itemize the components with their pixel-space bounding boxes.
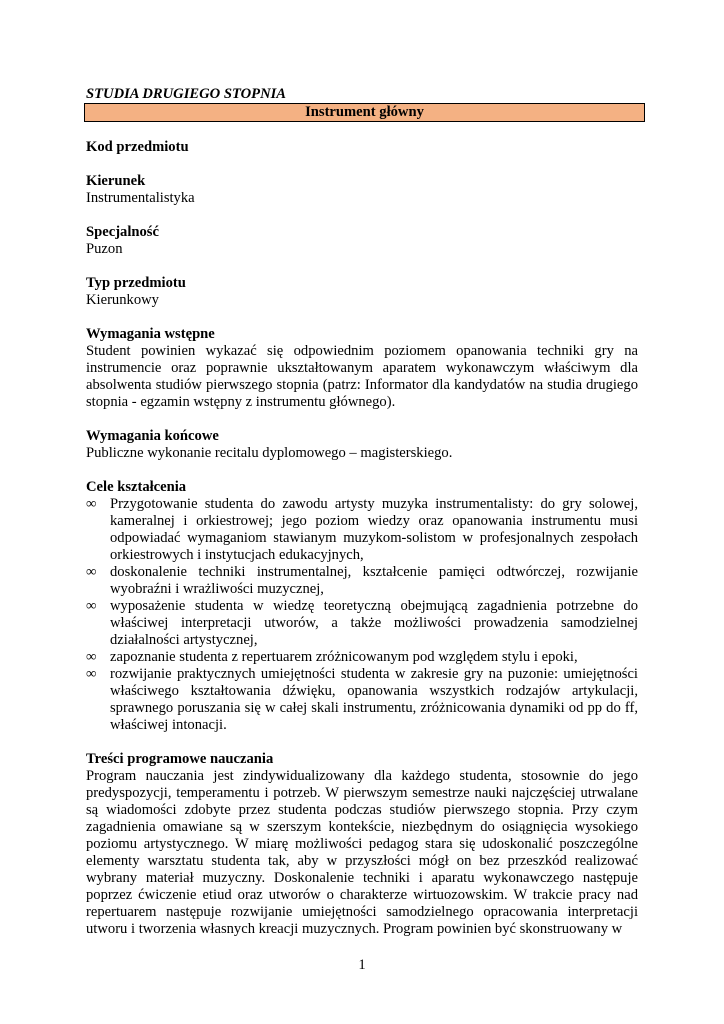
specialty-title: Specjalność [86, 224, 159, 240]
infinity-bullet-icon: ∞ [86, 564, 97, 580]
program-title: Treści programowe nauczania [86, 751, 274, 767]
section-goals [86, 479, 638, 734]
goals-list [86, 496, 638, 734]
infinity-bullet-icon: ∞ [86, 598, 97, 614]
list-item [86, 496, 638, 564]
list-item [86, 666, 638, 734]
section-subject-type [86, 275, 638, 309]
specialty-value: Puzon [86, 241, 123, 257]
list-item [86, 649, 638, 666]
prerequisites-title: Wymagania wstępne [86, 326, 215, 342]
final-requirements-text: Publiczne wykonanie recitalu dyplomowego – magisterskiego. [86, 445, 453, 461]
document-content [86, 86, 638, 938]
course-code-title: Kod przedmiotu [86, 139, 189, 155]
goal-text: doskonalenie techniki instrumentalnej, kształcenie pamięci odtwórczej, rozwijanie wyobraźni i wrażliwości muzycznej, [110, 564, 638, 597]
field-value: Instrumentalistyka [86, 190, 195, 206]
goals-title: Cele kształcenia [86, 479, 187, 495]
field-title: Kierunek [86, 173, 146, 189]
program-text: Program nauczania jest zindywidualizowany dla każdego studenta, stosownie do jego predyspozycji, temperamentu i potrzeb. W pierwszym semestrze nauki najczęściej utrwalane są wiadomości zdobyte przez studenta podczas studiów pierwszego stopnia. Przy czym zagadnienia omawiane są w szerszym kontekście, niezbędnym do osiągnięcia wysokiego poziomu artystycznego. W miarę możliwości pedagog stara się udoskonalić poszczególne elementy warsztatu studenta tak, aby w przyszłości mógł on bez przeszkód realizować wybrany materiał muzyczny. Doskonalenie techniki i aparatu wykonawczego następuje poprzez ćwiczenie etiud oraz utworów o charakterze wirtuozowskim. W trakcie pracy nad repertuarem następuje rozwijanie umiejętności samodzielnego opracowania interpretacji utworu i tworzenia własnych kreacji muzycznych. Program powinien być skonstruowany w [86, 768, 638, 937]
section-program [86, 751, 638, 938]
infinity-bullet-icon: ∞ [86, 649, 97, 665]
goal-text: rozwijanie praktycznych umiejętności studenta w zakresie gry na puzonie: umiejętności właściwego kształtowania dźwięku, opanowania wszystkich rodzajów artykulacji, sprawnego poruszania się w całej skali instrumentu, zróżnicowania dynamiki od pp do ff, właściwej intonacji. [110, 666, 638, 733]
section-final-requirements [86, 428, 638, 462]
list-item [86, 564, 638, 598]
goal-text: wyposażenie studenta w wiedzę teoretyczną obejmującą zagadnienia potrzebne do właściwej interpretacji utworów, a także możliwości prowadzenia samodzielnej działalności artystycznej, [110, 598, 638, 648]
subject-type-title: Typ przedmiotu [86, 275, 186, 291]
studies-level-heading: STUDIA DRUGIEGO STOPNIA [86, 86, 287, 102]
section-prerequisites [86, 326, 638, 411]
goal-text: zapoznanie studenta z repertuarem zróżnicowanym pod względem stylu i epoki, [110, 649, 578, 665]
subject-banner: Instrument główny [84, 103, 645, 122]
section-specialty [86, 224, 638, 258]
section-course-code [86, 139, 638, 156]
subject-type-value: Kierunkowy [86, 292, 159, 308]
page-number: 1 [358, 957, 366, 973]
infinity-bullet-icon: ∞ [86, 496, 97, 512]
goal-text: Przygotowanie studenta do zawodu artysty muzyka instrumentalisty: do gry solowej, kameralnej i orkiestrowej; jego poziom wiedzy oraz opanowania instrumentu musi odpowiadać wymaganiom stawianym muzykom-solistom w profesjonalnych zespołach orkiestrowych i instytucjach edukacyjnych, [110, 496, 638, 563]
list-item [86, 598, 638, 649]
prerequisites-text: Student powinien wykazać się odpowiednim poziomem opanowania techniki gry na instrumencie oraz poprawnie ukształtowanym aparatem wykonawczym właściwym dla absolwenta studiów pierwszego stopnia (patrz: Informator dla kandydatów na studia drugiego stopnia - egzamin wstępny z instrumentu głównego). [86, 343, 638, 410]
section-field [86, 173, 638, 207]
final-requirements-title: Wymagania końcowe [86, 428, 219, 444]
infinity-bullet-icon: ∞ [86, 666, 97, 682]
